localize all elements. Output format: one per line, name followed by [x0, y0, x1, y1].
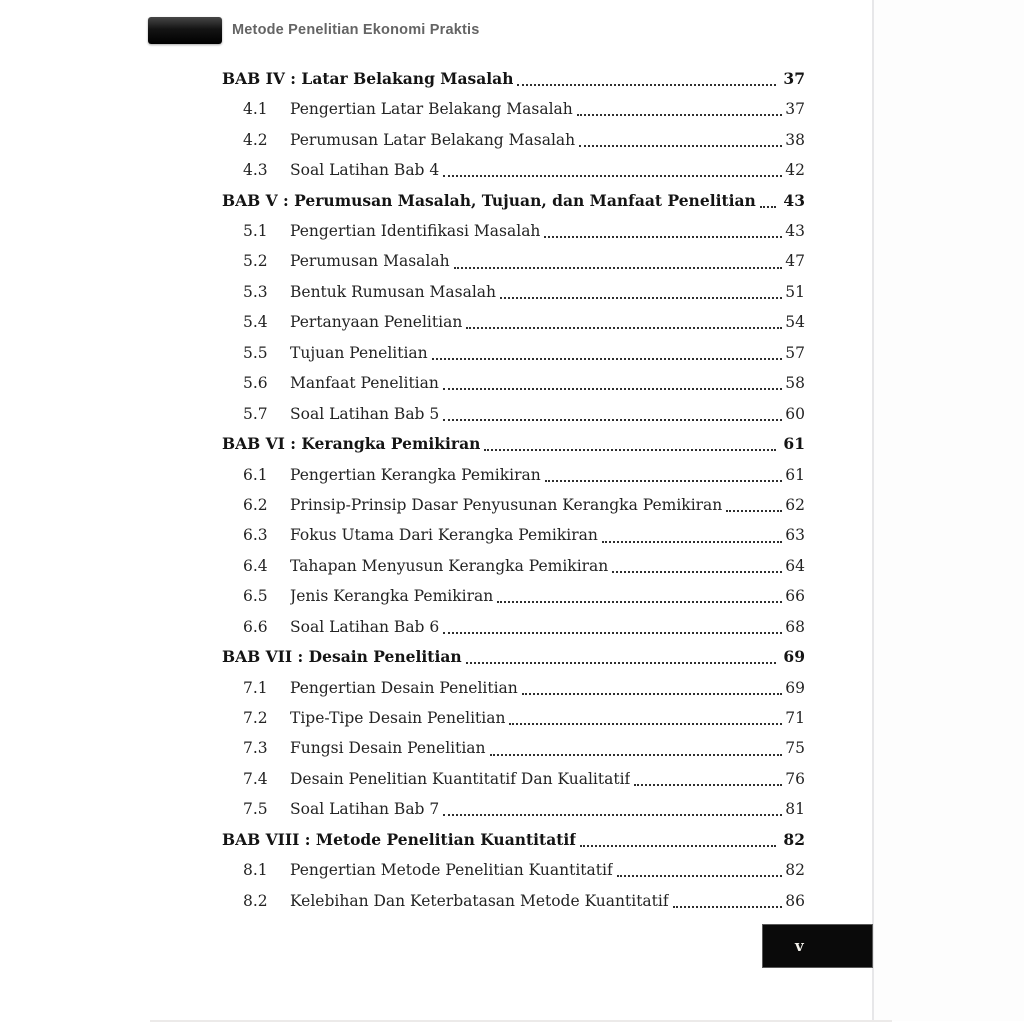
toc-page-number: 58: [785, 374, 805, 393]
toc-page-number: 68: [785, 617, 805, 636]
toc-item-row: [222, 490, 805, 520]
toc-page-number: 51: [785, 282, 805, 301]
dot-leader: [726, 510, 782, 512]
toc-item-number: 7.2: [243, 709, 268, 728]
toc-item-row: [222, 247, 805, 277]
toc-page-number: 47: [785, 252, 805, 271]
toc-page-number: 82: [785, 861, 805, 880]
page-bottom-edge: [150, 1020, 892, 1022]
toc-item-number: 4.3: [243, 161, 268, 180]
toc-item-row: [222, 855, 805, 885]
dot-leader: [602, 541, 782, 543]
dot-leader: [634, 784, 782, 786]
toc-item-title: Pengertian Metode Penelitian Kuantitatif: [290, 861, 613, 880]
toc-page-number: 86: [785, 891, 805, 910]
toc-item-number: 7.5: [243, 800, 268, 819]
toc-item-row: [222, 703, 805, 733]
toc-page-number: 63: [785, 526, 805, 545]
dot-leader: [443, 632, 782, 634]
toc-page-number: 60: [785, 404, 805, 423]
toc-page-number: 57: [785, 343, 805, 362]
toc-item-number: 5.5: [243, 343, 268, 362]
toc-page-number: 69: [783, 647, 805, 667]
toc-page-number: 66: [785, 587, 805, 606]
toc-chapter-row: [222, 64, 805, 94]
dot-leader: [617, 875, 783, 877]
toc-item-number: 5.2: [243, 252, 268, 271]
toc-page-number: 82: [783, 829, 805, 849]
dot-leader: [490, 754, 783, 756]
toc-item-title: Pengertian Kerangka Pemikiran: [290, 465, 541, 484]
toc-chapter-title: BAB VII : Desain Penelitian: [222, 648, 462, 667]
toc-item-title: Prinsip-Prinsip Dasar Penyusunan Kerangka Pemikiran: [290, 495, 723, 514]
dot-leader: [443, 814, 782, 816]
dot-leader: [580, 845, 776, 847]
toc-item-number: 8.2: [243, 891, 268, 910]
dot-leader: [612, 571, 782, 573]
toc-page-number: 71: [785, 709, 805, 728]
toc-chapter-row: [222, 642, 805, 672]
dot-leader: [522, 693, 782, 695]
toc-item-number: 7.1: [243, 678, 268, 697]
toc-item-row: [222, 308, 805, 338]
toc-page-number: 62: [785, 495, 805, 514]
toc-item-title: Perumusan Latar Belakang Masalah: [290, 130, 576, 149]
toc-chapter-title: BAB VIII : Metode Penelitian Kuantitatif: [222, 830, 576, 849]
toc-item-row: [222, 612, 805, 642]
toc-item-row: [222, 734, 805, 764]
toc-item-row: [222, 155, 805, 185]
toc-chapter-title: BAB VI : Kerangka Pemikiran: [222, 435, 481, 454]
toc-item-title: Pertanyaan Penelitian: [290, 313, 463, 332]
toc-page-number: 43: [783, 190, 805, 210]
dot-leader: [544, 236, 782, 238]
toc-item-number: 5.7: [243, 404, 268, 423]
toc-item-number: 4.1: [243, 100, 268, 119]
toc-item-row: [222, 216, 805, 246]
toc-item-number: 5.6: [243, 374, 268, 393]
toc-item-number: 6.2: [243, 495, 268, 514]
toc-item-row: [222, 551, 805, 581]
toc-item-title: Pengertian Desain Penelitian: [290, 678, 518, 697]
toc-item-row: [222, 764, 805, 794]
toc-item-title: Fokus Utama Dari Kerangka Pemikiran: [290, 526, 598, 545]
toc-item-title: Manfaat Penelitian: [290, 374, 439, 393]
toc-page-number: 54: [785, 313, 805, 332]
toc-page-number: 38: [785, 130, 805, 149]
toc-item-number: 6.6: [243, 617, 268, 636]
toc-page-number: 69: [785, 678, 805, 697]
toc-item-title: Perumusan Masalah: [290, 252, 450, 271]
toc-item-title: Fungsi Desain Penelitian: [290, 739, 486, 758]
toc-item-row: [222, 673, 805, 703]
toc-item-number: 6.5: [243, 587, 268, 606]
dot-leader: [497, 601, 782, 603]
toc-item-title: Tahapan Menyusun Kerangka Pemikiran: [290, 556, 609, 575]
toc-item-row: [222, 460, 805, 490]
toc-item-number: 6.1: [243, 465, 268, 484]
toc-item-title: Pengertian Latar Belakang Masalah: [290, 100, 573, 119]
toc-chapter-title: BAB V : Perumusan Masalah, Tujuan, dan Manfaat Penelitian: [222, 191, 756, 210]
toc-item-title: Kelebihan Dan Keterbatasan Metode Kuantitatif: [290, 891, 669, 910]
toc-item-number: 6.3: [243, 526, 268, 545]
toc-item-number: 7.4: [243, 769, 268, 788]
dot-leader: [454, 267, 783, 269]
toc-page-number: 61: [785, 465, 805, 484]
toc-item-title: Desain Penelitian Kuantitatif Dan Kualitatif: [290, 769, 631, 788]
toc-item-title: Pengertian Identifikasi Masalah: [290, 222, 541, 241]
dot-leader: [466, 662, 777, 664]
dot-leader: [545, 480, 783, 482]
toc-page-number: 37: [783, 68, 805, 88]
dot-leader: [443, 419, 782, 421]
toc-item-number: 6.4: [243, 556, 268, 575]
toc-item-title: Soal Latihan Bab 7: [290, 800, 440, 819]
redaction-box: [148, 17, 222, 44]
dot-leader: [443, 175, 782, 177]
toc-chapter-row: [222, 825, 805, 855]
toc-item-title: Soal Latihan Bab 6: [290, 617, 440, 636]
toc-page-number: 43: [785, 222, 805, 241]
dot-leader: [509, 723, 782, 725]
toc-page-number: 64: [785, 556, 805, 575]
toc-page-number: 42: [785, 161, 805, 180]
toc-item-title: Soal Latihan Bab 5: [290, 404, 440, 423]
dot-leader: [443, 388, 782, 390]
toc-item-number: 7.3: [243, 739, 268, 758]
dot-leader: [577, 114, 782, 116]
toc-item-title: Tujuan Penelitian: [290, 343, 428, 362]
toc-item-row: [222, 886, 805, 916]
toc-page-number: 81: [785, 800, 805, 819]
toc-item-row: [222, 581, 805, 611]
dot-leader: [673, 906, 783, 908]
toc-item-number: 8.1: [243, 861, 268, 880]
dot-leader: [760, 206, 777, 208]
toc-item-row: [222, 795, 805, 825]
dot-leader: [500, 297, 782, 299]
toc-list: [222, 64, 805, 916]
toc-page-number: 61: [783, 434, 805, 454]
page-number-box: [762, 924, 873, 968]
dot-leader: [466, 327, 782, 329]
toc-item-number: 5.1: [243, 222, 268, 241]
dot-leader: [579, 145, 782, 147]
toc-item-title: Bentuk Rumusan Masalah: [290, 282, 497, 301]
toc-item-number: 5.4: [243, 313, 268, 332]
dot-leader: [484, 449, 776, 451]
toc-item-row: [222, 368, 805, 398]
toc-item-row: [222, 399, 805, 429]
toc-item-number: 5.3: [243, 282, 268, 301]
toc-item-row: [222, 338, 805, 368]
toc-page-number: 75: [785, 739, 805, 758]
toc-item-number: 4.2: [243, 130, 268, 149]
toc-chapter-row: [222, 429, 805, 459]
page-number-label: v: [795, 937, 804, 955]
dot-leader: [517, 84, 776, 86]
toc-item-row: [222, 521, 805, 551]
toc-item-row: [222, 277, 805, 307]
toc-item-row: [222, 94, 805, 124]
toc-item-title: Soal Latihan Bab 4: [290, 161, 440, 180]
page-outside-area: [874, 0, 1024, 1021]
dot-leader: [432, 358, 783, 360]
page-right-edge: [872, 0, 874, 1021]
toc-chapter-row: [222, 186, 805, 216]
book-title: Metode Penelitian Ekonomi Praktis: [232, 22, 480, 38]
toc-item-title: Jenis Kerangka Pemikiran: [290, 587, 494, 606]
toc-item-row: [222, 125, 805, 155]
toc-page-number: 76: [785, 769, 805, 788]
toc-chapter-title: BAB IV : Latar Belakang Masalah: [222, 69, 514, 88]
toc-page-number: 37: [785, 100, 805, 119]
toc-item-title: Tipe-Tipe Desain Penelitian: [290, 709, 506, 728]
